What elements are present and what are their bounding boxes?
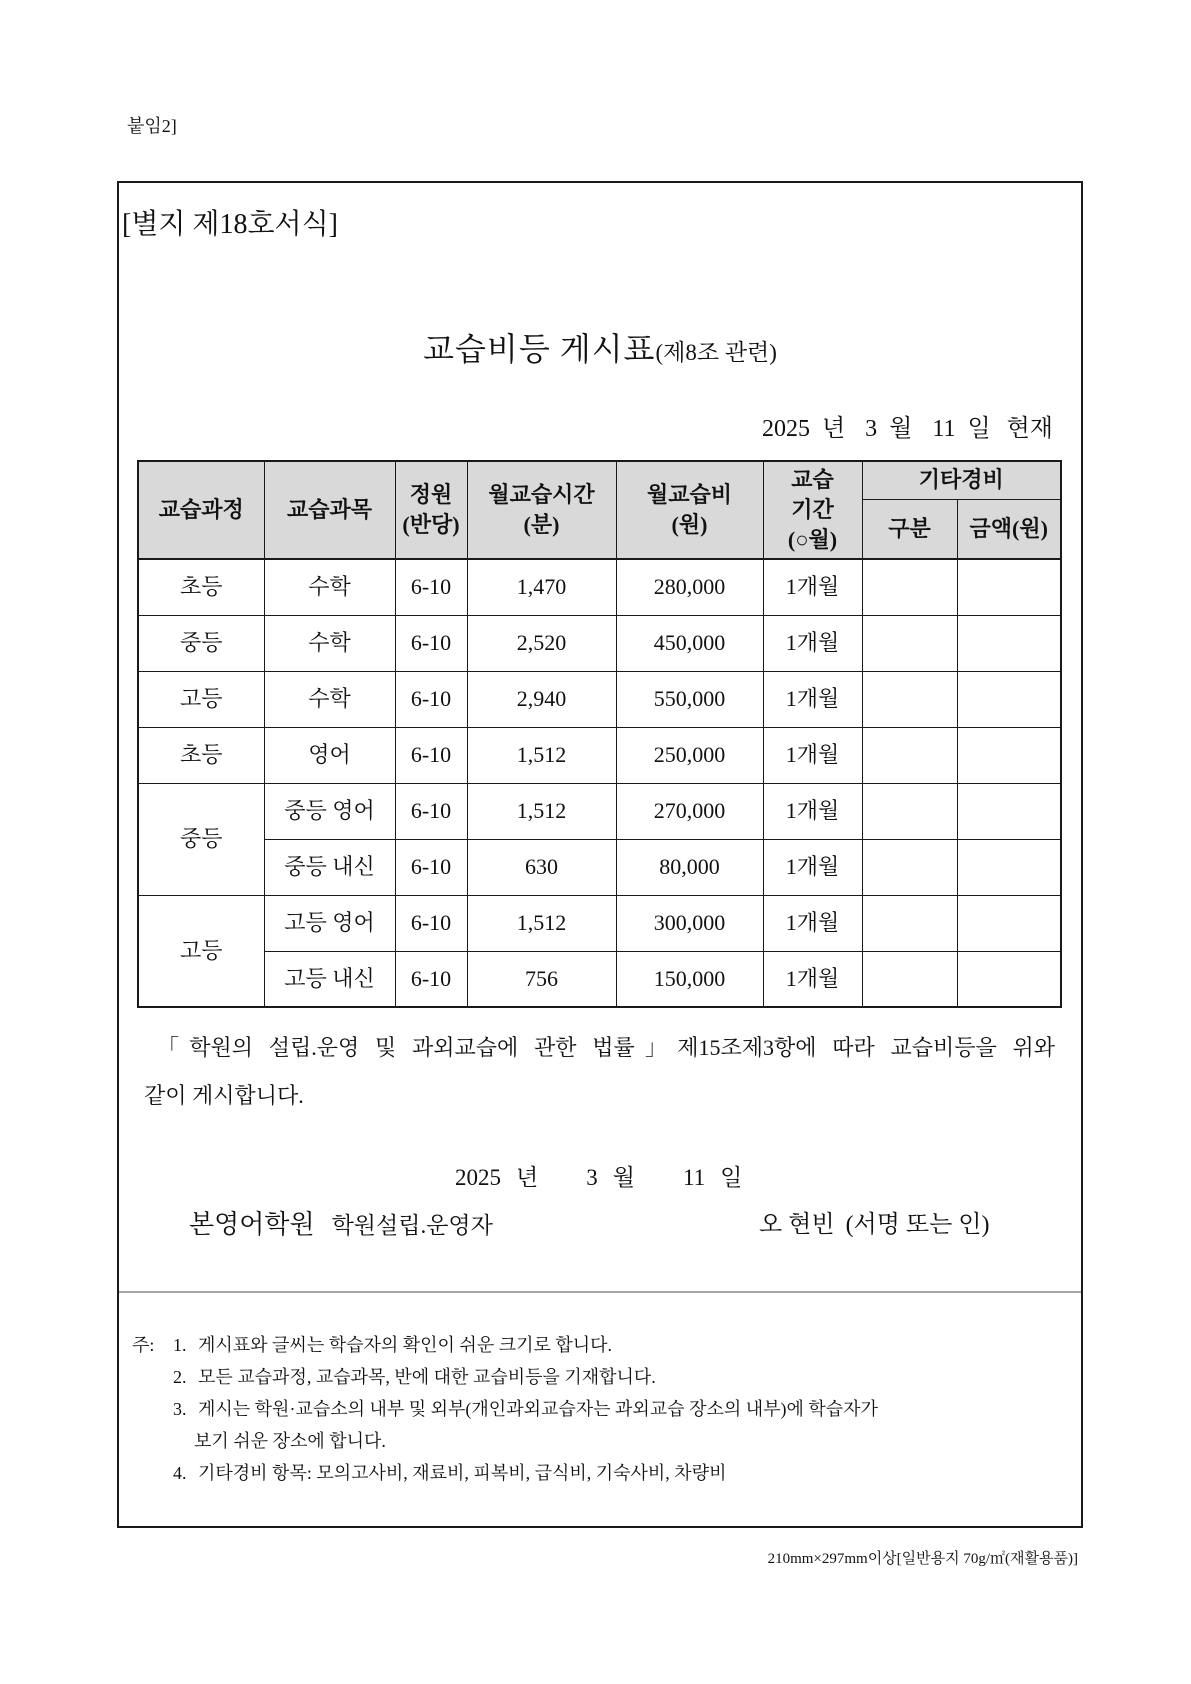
cell-course: 고등: [138, 671, 264, 727]
cell-period: 1개월: [763, 559, 862, 615]
signature-day: 11: [682, 1165, 706, 1190]
cell-subject: 중등 영어: [264, 783, 395, 839]
cell-other-category: [862, 727, 957, 783]
title-sub: (제8조 관련): [655, 340, 777, 365]
statement-line-1: 「학원의 설립.운영 및 과외교습에 관한 법률」제15조제3항에 따라 교습비등을 위와: [157, 1035, 1055, 1060]
header-subject: 교습과목: [264, 461, 395, 559]
fee-table: [137, 460, 1062, 1008]
header-monthly-fee: 월교습비 (원): [616, 461, 763, 559]
section-divider: [119, 1291, 1081, 1293]
note-number: 3.: [173, 1399, 187, 1419]
title-main: 교습비등 게시표: [423, 331, 656, 367]
cell-other-amount: [957, 839, 1061, 895]
cell-course: 중등: [138, 615, 264, 671]
cell-other-amount: [957, 727, 1061, 783]
cell-monthly-fee: 150,000: [616, 951, 763, 1007]
cell-subject: 고등 내신: [264, 951, 395, 1007]
cell-period: 1개월: [763, 727, 862, 783]
as-of-suffix: 현재: [1006, 416, 1053, 442]
header-capacity: 정원 (반당): [395, 461, 467, 559]
note-text: 게시는 학원·교습소의 내부 및 외부(개인과외교습자는 과외교습 장소의 내부)에 학습자가: [198, 1399, 878, 1419]
signer-organization: [189, 1210, 493, 1241]
as-of-day-unit: 일: [967, 416, 991, 442]
signature-month-unit: 월: [612, 1165, 635, 1190]
cell-other-category: [862, 615, 957, 671]
cell-monthly-minutes: 1,512: [467, 895, 616, 951]
table-row: [138, 895, 1061, 951]
cell-subject: 수학: [264, 671, 395, 727]
note-text: 기타경비 항목: 모의고사비, 재료비, 피복비, 급식비, 기숙사비, 차량비: [198, 1463, 727, 1483]
cell-other-amount: [957, 783, 1061, 839]
signature-year-unit: 년: [516, 1165, 539, 1190]
table-row: [138, 671, 1061, 727]
signature-day-unit: 일: [720, 1165, 743, 1190]
note-item: [173, 1457, 1053, 1489]
header-other-amount: 금액(원): [957, 499, 1061, 559]
form-number-label: [별지 제18호서식]: [122, 209, 338, 240]
cell-period: 1개월: [763, 839, 862, 895]
cell-subject: 수학: [264, 559, 395, 615]
table-row: [138, 951, 1061, 1007]
cell-capacity: 6-10: [395, 783, 467, 839]
note-text: 보기 쉬운 장소에 합니다.: [194, 1431, 386, 1451]
signer-role: 학원설립.운영자: [331, 1213, 493, 1238]
table-row: [138, 727, 1061, 783]
note-number: 4.: [173, 1463, 187, 1483]
note-item-continuation: [173, 1425, 1053, 1457]
cell-subject: 중등 내신: [264, 839, 395, 895]
note-text: 모든 교습과정, 교습과목, 반에 대한 교습비등을 기재합니다.: [198, 1367, 656, 1387]
cell-monthly-fee: 270,000: [616, 783, 763, 839]
signature-year: 2025: [455, 1165, 501, 1190]
cell-monthly-minutes: 630: [467, 839, 616, 895]
note-item: [173, 1393, 1053, 1425]
cell-other-amount: [957, 559, 1061, 615]
as-of-date: [762, 414, 1053, 444]
cell-period: 1개월: [763, 615, 862, 671]
note-number: 2.: [173, 1367, 187, 1387]
cell-capacity: 6-10: [395, 895, 467, 951]
note-text: 게시표와 글씨는 학습자의 확인이 쉬운 크기로 합니다.: [198, 1335, 613, 1355]
cell-capacity: 6-10: [395, 559, 467, 615]
signature-month: 3: [586, 1165, 598, 1190]
cell-monthly-fee: 450,000: [616, 615, 763, 671]
header-other-category: 구분: [862, 499, 957, 559]
attachment-label: 붙임2]: [127, 116, 177, 136]
cell-capacity: 6-10: [395, 615, 467, 671]
note-item: [173, 1361, 1053, 1393]
cell-other-category: [862, 671, 957, 727]
cell-other-category: [862, 951, 957, 1007]
signature-date: [455, 1164, 742, 1192]
cell-period: 1개월: [763, 783, 862, 839]
cell-course: 초등: [138, 727, 264, 783]
cell-course: 중등: [138, 783, 264, 895]
paper-spec: 210mm×297mm이상[일반용지 70g/㎡(재활용품)]: [767, 1551, 1078, 1567]
notes-prefix: 주:: [132, 1335, 155, 1355]
cell-course: 고등: [138, 895, 264, 1007]
cell-monthly-minutes: 2,520: [467, 615, 616, 671]
cell-period: 1개월: [763, 671, 862, 727]
signature-note: (서명 또는 인): [845, 1212, 990, 1238]
cell-capacity: 6-10: [395, 727, 467, 783]
table-header-row: [138, 461, 1061, 499]
as-of-month-unit: 월: [889, 416, 913, 442]
cell-other-amount: [957, 895, 1061, 951]
academy-name: 본영어학원: [189, 1210, 315, 1239]
cell-other-amount: [957, 951, 1061, 1007]
cell-capacity: 6-10: [395, 671, 467, 727]
as-of-year-unit: 년: [821, 416, 846, 442]
as-of-month: 3: [865, 416, 878, 442]
header-period: 교습 기간 (○월): [763, 461, 862, 559]
cell-monthly-fee: 550,000: [616, 671, 763, 727]
cell-capacity: 6-10: [395, 839, 467, 895]
table-row: [138, 559, 1061, 615]
cell-other-amount: [957, 671, 1061, 727]
note-item: [173, 1329, 1053, 1361]
notes-list: [173, 1329, 1053, 1489]
table-row: [138, 615, 1061, 671]
cell-monthly-minutes: 1,512: [467, 727, 616, 783]
cell-monthly-minutes: 1,512: [467, 783, 616, 839]
cell-course: 초등: [138, 559, 264, 615]
cell-monthly-fee: 300,000: [616, 895, 763, 951]
cell-other-category: [862, 895, 957, 951]
cell-period: 1개월: [763, 895, 862, 951]
cell-other-category: [862, 839, 957, 895]
header-other-expenses: 기타경비: [862, 461, 1061, 499]
header-course: 교습과정: [138, 461, 264, 559]
cell-subject: 고등 영어: [264, 895, 395, 951]
cell-other-category: [862, 559, 957, 615]
cell-other-category: [862, 783, 957, 839]
as-of-year: 2025: [761, 416, 810, 442]
cell-monthly-fee: 250,000: [616, 727, 763, 783]
cell-monthly-minutes: 1,470: [467, 559, 616, 615]
cell-subject: 수학: [264, 615, 395, 671]
cell-monthly-minutes: 2,940: [467, 671, 616, 727]
table-row: [138, 839, 1061, 895]
signer-signature: [759, 1210, 989, 1240]
cell-subject: 영어: [264, 727, 395, 783]
cell-other-amount: [957, 615, 1061, 671]
table-row: [138, 783, 1061, 839]
as-of-day: 11: [932, 416, 956, 442]
signer-name: 오 현빈: [759, 1212, 835, 1238]
cell-monthly-fee: 280,000: [616, 559, 763, 615]
cell-monthly-minutes: 756: [467, 951, 616, 1007]
cell-monthly-fee: 80,000: [616, 839, 763, 895]
statement-line-2: 같이 게시합니다.: [144, 1083, 304, 1108]
header-monthly-minutes: 월교습시간 (분): [467, 461, 616, 559]
cell-capacity: 6-10: [395, 951, 467, 1007]
cell-period: 1개월: [763, 951, 862, 1007]
note-number: 1.: [173, 1335, 187, 1355]
page-title: [117, 330, 1083, 375]
